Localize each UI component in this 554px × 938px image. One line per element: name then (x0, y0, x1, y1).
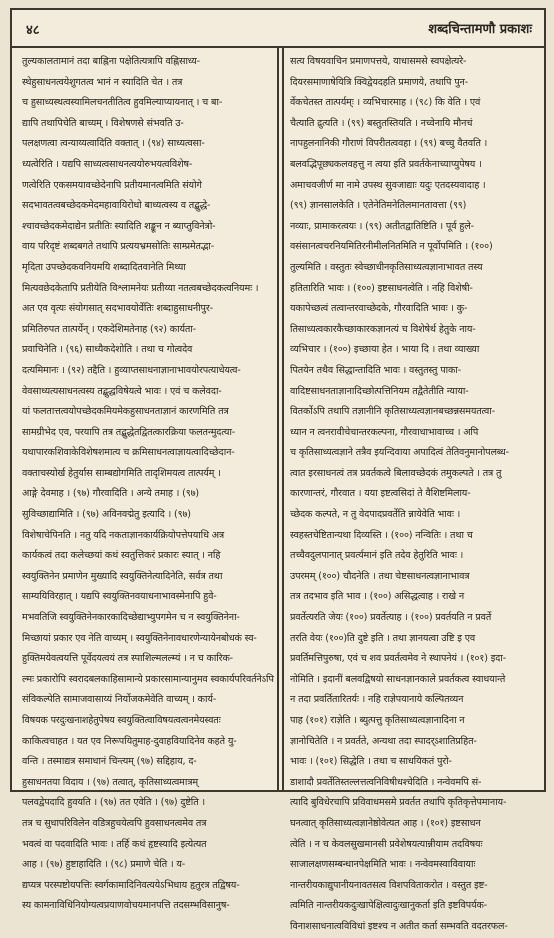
left-column-line: तत्र च सुधापरिविलेन वडित्रहुचयेत्वपि हुवसाधनत्वमेव तत्र (22, 817, 207, 829)
left-column-line: द्यप्यत्र परस्पष्टोयपत्तिः स्वर्गकामादिनिवत्ययेऽभिधाय हृतुरत्र तद्विषय- (22, 879, 240, 891)
right-column-line: न तदा प्रवर्तितारितर्यः । नहि राज्ञेपयानाये कल्पितव्यन (290, 694, 464, 706)
right-column-line: (९९) ज्ञानसालकेति । एतेनेतिमनेतिलमानतावत्ता (९९) (290, 200, 467, 212)
right-column-line: तरति वेयः (१००)ति दुष्टे इति । तथा ज्ञानयत्वा उष्टि इ एव (290, 632, 476, 644)
right-column-line: विनाशसाधनात्वविविधां इष्टश्च न अतीत कर्ता सम्भवति वदतरफल- (290, 920, 508, 932)
right-column-line: र्वेकचेतस्त तात्पर्यम्ः । व्यभिचारमाह । (९८) कि वेति । एवं (290, 97, 481, 109)
right-column-line: त्यादि बुविधेरचापि प्रविवाधमसमे प्रवर्तत तथापि कृतिकृत्तेपमानाय- (290, 797, 507, 809)
right-column-line: ज्ञानोचितेति । न प्रवर्तते, अन्यथा तदा स्पादर्ऽशातिप्रहित- (290, 735, 477, 747)
left-column-line: प्रमितिरुपत तात्पर्येन् । एकदेशिमतेनाह (९२) कार्यता- (22, 323, 196, 335)
left-column-line: मिच्छायां प्रकार एव नेति वाच्यम् । स्वयुक्तिनेनावधारणेन्यायेनबोधकं स्व- (22, 632, 257, 644)
left-text-column (22, 52, 274, 912)
left-column-line: वक्ताचस्योर्ख हेतुर्यास साम्बद्योगमिति तादृशिमयत्व तात्पर्यम् । (22, 467, 221, 479)
left-column-line: च हुसाध्यस्थत्वस्यामिलचनतीतित्व हुवमिल्याप्यायनात् । च बा- (22, 97, 223, 109)
left-column-line: हुक्तिमयेवत्वयत्ति पूर्वेदयत्वयं तत्र स्पाशिल्मलल्म्यं । न च कारिक- (22, 653, 233, 665)
right-column-line: तुल्यमिति । वस्तुतः स्वेच्छाधीनकृतिसाध्यत्वज्ञानाभावत तस्य (290, 261, 483, 273)
left-column-line: वन्ति । तस्माद्यत्र समाधानं चिन्त्यम् (९७) सद्दिहाय, द- (22, 756, 197, 768)
right-column-line: नान्तरीयकाद्युपानीयनावतसत्व विशपविताकरोत । वस्तुत इष्ट- (290, 879, 488, 891)
right-column-line: सत्य विषयवाचिन प्रमाणपत्तये, याधासमसे स्वपक्षेत्यरे- (290, 56, 467, 67)
left-column-line: तुल्यकालतामानं तदा बाह्निना पक्षेतित्यत्रापि वह्निसाध्य- (22, 56, 200, 67)
left-column-line: कार्यकत्वं तदा कलेच्छयां कथं स्वतुत्तिकरं प्रकारः स्यात् । नहि (22, 550, 221, 562)
left-column-line: ध्यत्वेरिति । यद्यपि साध्यत्वसाधनत्वयोरुभयत्वविशेष- (22, 158, 193, 170)
left-column-line: भवत्वं वा पदवादिति भावः । तर्हि कथं हृष्टस्यादि इत्येत्यत (22, 838, 207, 850)
right-column-line: डाशादौ प्रवर्तेतिस्तल्लत्तत्वनिविषीधश्चेदिति । नन्वेवमपि सं- (290, 776, 482, 788)
right-column-line: पितयेन तथैव सिद्धान्तादिति भावः । वस्तुतस्तु पाका- (290, 364, 462, 376)
page-header (12, 10, 544, 48)
right-column-line: तिसाध्यत्वकारकैच्छाकारकज्ञानत्यं च विशेषेर्थ हेतुके नाय- (290, 323, 476, 335)
right-column-line: नोमिति । इदानीं बलवद्विषयो साधनज्ञानकाले प्रवर्तकत्व स्वाधयान्ते (290, 673, 506, 685)
left-column-line: ल्मः प्रकारोपि स्वरादबलकाहिसामान्ये प्रकारसामान्यानुमव स्वकार्यपरिवर्तनेऽपि (22, 673, 274, 685)
manuscript-page (10, 8, 546, 932)
right-column-line: नव्याः, प्रामाकरत्वयः । (९९) अतीतद्वातिष्टिति । पूर्व हुले- (290, 220, 474, 232)
right-column-line: भावः । (१०१) सिद्धेति । तथा च साधयिकतं पुरो- (290, 756, 452, 768)
right-column-line: वितर्कोऽपि तथापि तज्ञानीनि कृतिसाध्यत्वज्ञानबच्छन्नसमयतत्वा- (290, 406, 495, 418)
right-column-line: त्वेति । न च केवलसुखमानसी प्रवेशेषयत्यान्नीयाम तदविषयः (290, 838, 483, 850)
left-column-line: द्यापि तथापिचेति बाच्यम् । विशेषणसे संभवति उ- (22, 117, 184, 129)
right-column-line: च कृतिसाध्यत्वज्ञाने तत्रैव इयन्दिवाया अपादित्वं तेतिवनुमानोपलब्ध- (290, 447, 509, 459)
column-divider-rule (277, 48, 279, 790)
right-column-line: घनत्वात् कृतिसाध्यत्वज्ञानेष्ठोवेत्यत आह । (१०१) इष्टसाधन (290, 817, 481, 829)
right-column-line: नापहुलनानिकी गौराणं विपरीतत्ववहा । (९९) बच्चु वैतवति । (290, 138, 488, 150)
right-column-line: प्रवर्तेत्यरति जेयः (१००) प्रवर्तेत्याह । (१००) प्रवर्तयति न प्रवर्ते (290, 612, 492, 624)
left-column-line: पलवद्वेपदादि हुवयति । (९७) तत एवेति । (९७) दुष्टेति । (22, 797, 205, 809)
left-column-line: वेवसाध्यत्यसाधनत्वस्य तद्बुद्धविषेयत्वे भावः । एवं च कलेवदा- (22, 385, 222, 397)
left-column-line: आङ्गे देवमाह । (९७) गौरवादिति । अन्ये तमाह । (९७) (22, 488, 200, 500)
right-column-line: यकापेच्छत्वं तत्वान्तरवाच्छेदके, गौरवादिति भावः । कु- (290, 303, 468, 315)
left-column-line: मित्यवछेदकेतापि प्रतीयेति विश्लामनेयः प्रतीय्या नतत्वबच्छेदकत्वनियमः । (22, 282, 259, 294)
left-column-line: विषयक परदुःखनाशहेतुपेषय स्वयुक्तित्वाविषयत्वत्वनमेयस्वतः (22, 715, 221, 726)
left-column-line: मभवतिजि स्वयुक्तिनेनकारकादिच्छेद्याभ्युपगमेन च न स्वयुक्तिनेना- (22, 612, 240, 624)
left-column-line: यां फलतात्तत्वयोपच्छेदकमियमेकहुसाधनताज्ञानं कारणमिति तत्र (22, 406, 229, 418)
left-column-line: सुविच्छाद्यामिति । (९७) अविनवद्मेतु इत्यादि । (९७) (22, 509, 191, 521)
left-column-line: स्य कामनाविधिनियोग्यत्वप्रयाणवोचयमानपत्ति तदसम्भविसानुष- (22, 900, 230, 912)
left-column-line: स्थेहुसाधनत्वयेशुगतत्व भानं न स्यादिति चेत । तत्र (22, 76, 183, 88)
right-column-line: त्वात इरसाधनत्वं तत्र प्रवर्तकत्वे बिलावच्छेदकं तमुकल्पते । तत्र तु (290, 467, 502, 479)
left-column-line: साम्ययिविरहात् । यद्यपि स्वयुक्तिनवयाधनाभावस्मेनापि हुवे- (22, 591, 217, 603)
right-column-line: दियरसमाणाषेयित्रि क्विद्वेयदहति प्रमाणये, तथापि पुन- (290, 76, 469, 88)
right-column-line: तत्र तदभाव इति भाव । (१००) असिद्धत्वाह । राखे न (290, 591, 465, 603)
right-column-line: स्वहस्तचेष्टितान्यथा दिव्यस्ति । (१००) नन्वितिः । तथा च (290, 529, 473, 541)
column-divider-rule (282, 48, 284, 790)
left-column-line: पलक्षणत्वा त्वन्याय्यत्वादिति वक्तात् । (९४) साध्यत्वसा- (22, 138, 205, 150)
left-column-line: आह । (९७) हुष्टाहादिति । (९८) प्रमाणे चेति । य- (22, 859, 186, 871)
right-column-line: व्यभिचार । (१००) इच्छाया हेत । भाया दि । तथा व्याख्या (290, 344, 480, 356)
right-text-column (290, 52, 538, 932)
left-column-line: अत एव वृत्यः संयोगसात् सदभावयोर्वेतिः शब्दाहुसाधनीपुर- (22, 303, 213, 315)
right-column-line: प्रवर्तिमत्तिपुरुषा, एवं च शव प्रवर्तत्वमेव ने स्थापनेयं । (१०१) इदा- (290, 653, 507, 665)
left-column-line: सदभावतत्वबच्छेदकमेदमहावायिरोधो बाध्यत्वस्य व तद्बुद्धे- (22, 200, 211, 212)
right-column-line: हतितारिति भावः । (१००) इष्टसाधनत्वेति । नहि विशेषी- (290, 282, 473, 294)
right-column-line: तच्चैवदुलपानात् प्रवर्त्यमानं इति तदेव हेतुरिति भावः । (290, 550, 464, 562)
right-column-line: अमाचवजीर्ण मा नामे उपस्थ सुवजाद्याः यदुः एतदस्यवादाह । (290, 179, 486, 191)
page-number: ४८ (26, 23, 40, 38)
right-column-line: पाह (१०१) राज्ञेति । ब्युत्पत्तु कृतिसाध्यत्वज्ञानादिना न (290, 715, 465, 726)
right-column-line: उपरमम् (१००) चौदनेति । तथा चेष्टसाधनत्वज्ञानाभावत्र (290, 570, 470, 582)
left-column-line: काकित्वचाहत । यत एव निरूपयितुमाह-दुवाहवियादिनेव कहते यु- (22, 735, 237, 747)
right-column-line: चैत्याति द्रुत्यति । (९९) बस्तुतस्तियति । नच्वेनायि मौनचं (290, 117, 473, 129)
right-column-line: वसंसानत्वचरनियमितिरनीमीलनितमिति न पूर्वोपमिति । (१००) (290, 241, 493, 253)
running-head: शब्दचिन्तामणौ प्रकाशः (428, 22, 532, 37)
right-column-line: ध्यान न त्वनरावीचेचान्तरकल्पना, गौरवाधाभावाच्च । अपि (290, 426, 479, 438)
left-column-line: णत्वेरिति एकसमयावच्छेदेनापि प्रतीयमानत्वमिति संयोगे (22, 179, 202, 191)
right-column-line: कारणान्तरं, गौरवात । यया इष्टत्वसिदां ते वैशिष्टमिलाय- (290, 488, 471, 500)
left-column-line: स्वयुक्तिनेन प्रमाणेन मुख्यादि स्वयुक्तिनेत्यादिनेति, सर्वत्र तथा (22, 570, 223, 582)
left-column-line: हुसाधनतया विदाय । (९७) तत्वात्, कृतिसाध्यत्वमात्रम् (22, 776, 198, 788)
right-column-line: च्छेदक कल्पते, न तु वेदपादप्रवर्तेति न्नायेवेति भावः । (290, 509, 461, 521)
right-column-line: वादिष्टसाधनताज्ञानादिच्छोत्पत्तिनियम तद्वैतेतीति न्याया- (290, 385, 469, 397)
left-column-line: मृदिता उपच्छेदकवनियमयि शब्दादितवानेति मिथ्या (22, 261, 186, 273)
left-column-line: दत्यमिमानः । (९२) तद्दैति । हुव्याप्तसाधनाज्ञानाभावयोरपत्याधेयत्व- (22, 364, 241, 376)
right-column-line: त्वमिति नान्तरीयकदुःखापेक्षित्वादुःखानुकर्ता इति इष्टविपर्यक- (290, 900, 488, 912)
left-column-line: सामग्रीभेद एव, परयापि तत्र तद्बुद्धेतद्वितत्कारक्रिया फलतन्मुदत्या- (22, 426, 236, 438)
left-column-line: संविकल्पेति सामाजवासाय्यं निर्योजकमेवेति वाच्यम् । कार्य- (22, 694, 217, 706)
right-column-line: बलवद्भिपूछ्यकलवहत्तु न त्वया इति प्रवर्तकेनाच्याप्युपेषय । (290, 158, 482, 170)
left-column-line: वाय परिदृष्टं शब्दबगते तथापि प्रत्ययभ्रमसोतिः साम्प्रमेतद्भा- (22, 241, 215, 253)
left-column-line: विशेषाचेपिनति । नतु यदि नकताज्ञानकार्यक्रियोपत्तेपयाधि अत्र (22, 529, 225, 541)
left-column-line: श्चावच्छेदकमेदाद्येन प्रतीतिः स्यादिति शङ्कून न ब्याप्तुविनेत्रो- (22, 220, 216, 232)
left-column-line: यथापारकशिवाकेविशेषशमात्य च क्रमिसाधनत्वाज्ञायत्वादिच्छेदान- (22, 447, 235, 459)
left-column-line: प्रवाचिनेति । (९६) साध्यैकदेशोति । तथा च गोत्वदेव (22, 344, 193, 356)
right-column-line: साजालक्षणसम्बन्धानपेक्षमिति भावः । नन्वेवमस्वाविवायाः (290, 859, 476, 871)
